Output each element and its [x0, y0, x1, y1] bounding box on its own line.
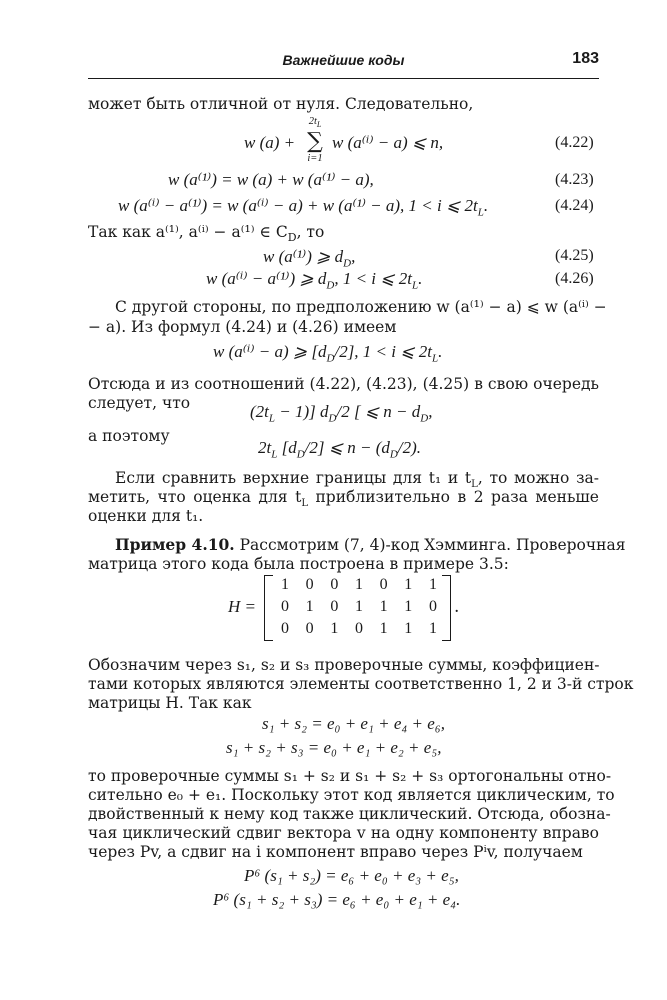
- text-line: метить, что оценка для $t_L$ приблизительно в 2 раза меньше: [88, 488, 599, 510]
- summation-symbol: [302, 116, 328, 165]
- sigma-icon: ∑: [307, 129, 323, 155]
- matrix-row-1: 1 0 0 1 0 1 1: [281, 576, 437, 593]
- eq-4-23: w (a⁽¹⁾) = w (a) + w (a⁽¹⁾ − a),: [168, 170, 374, 189]
- eq-number: (4.25): [555, 247, 594, 264]
- header-rule: [88, 78, 599, 79]
- text-line: тами которых являются элементы соответственно 1, 2 и 3-й строк: [88, 675, 634, 693]
- eq-p2: P⁶ (s₁ + s₂ + s₃) = e₆ + e₀ + e₁ + e₄.: [213, 890, 461, 909]
- eq-4-24: w (a⁽ⁱ⁾ − a⁽¹⁾) = w (a⁽ⁱ⁾ − a) + w (a⁽¹⁾ − a), 1 < i ⩽ $2t_L$.: [118, 196, 489, 219]
- page-number: 183: [572, 50, 599, 67]
- running-title: Важнейшие коды: [282, 52, 405, 68]
- text-line: а поэтому: [88, 427, 170, 445]
- eq-4-22-right: w (a⁽ⁱ⁾ − a) ⩽ n,: [332, 133, 444, 152]
- eq-s2: s₁ + s₂ + s₃ = e₀ + e₁ + e₂ + e₅,: [226, 738, 442, 757]
- text-line: то проверочные суммы s₁ + s₂ и s₁ + s₂ + s₃ ортогональны отно-: [88, 767, 612, 785]
- text-line: двойственный к нему код также циклический. Отсюда, обозна-: [88, 805, 611, 823]
- text-line: матрица этого кода была построена в примере 3.5:: [88, 555, 509, 573]
- text-line: Если сравнить верхние границы для t₁ и $t_L$, то можно за-: [115, 469, 599, 491]
- left-bracket: [264, 575, 273, 641]
- eq-number: (4.26): [555, 270, 594, 287]
- text-line: сительно e₀ + e₁. Поскольку этот код является циклическим, то: [88, 786, 615, 804]
- matrix-h: [228, 575, 458, 641]
- eq-number: (4.24): [555, 197, 594, 214]
- eq-bound-1: $(2t_L - 1)$] $d_D/2$ [ ⩽ $n - d_D$,: [250, 402, 433, 425]
- text-line: Отсюда и из соотношений (4.22), (4.23), (4.25) в свою очередь: [88, 375, 599, 393]
- right-bracket: [442, 575, 451, 641]
- text-line: может быть отличной от нуля. Следовательно,: [88, 95, 474, 113]
- example-heading-line: Пример 4.10. Рассмотрим (7, 4)-код Хэмминга. Проверочная: [115, 535, 626, 554]
- text-line: С другой стороны, по предположению w (a⁽¹⁾ − a) ⩽ w (a⁽ⁱ⁾ −: [115, 298, 607, 316]
- text-line: через Pv, а сдвиг на i компонент вправо через Pⁱv, получаем: [88, 843, 583, 861]
- text-line: Так как a⁽¹⁾, a⁽ⁱ⁾ − a⁽¹⁾ ∈ $C_D$, то: [88, 223, 325, 245]
- eq-number: (4.22): [555, 134, 594, 151]
- matrix-period: .: [454, 597, 460, 617]
- text-line: следует, что: [88, 394, 191, 412]
- eq-number: (4.23): [555, 171, 594, 188]
- page-header: [88, 50, 599, 76]
- eq-4-22-left: w (a) +: [244, 133, 296, 152]
- matrix-label: H =: [228, 597, 256, 616]
- text-line: Обозначим через s₁, s₂ и s₃ проверочные суммы, коэффициен-: [88, 656, 600, 674]
- matrix-row-2: 0 1 0 1 1 1 0: [281, 598, 437, 615]
- matrix-row-3: 0 0 1 0 1 1 1: [281, 620, 437, 637]
- text-line: − a). Из формул (4.24) и (4.26) имеем: [88, 318, 397, 336]
- eq-bound-2: $2t_L$ $[d_D/2]$ ⩽ $n - (d_D/2)$.: [258, 438, 421, 461]
- example-label: Пример 4.10.: [115, 535, 235, 554]
- eq-4-26: w (a⁽ⁱ⁾ − a⁽¹⁾) ⩾ $d_D$, 1 < i ⩽ $2t_L$.: [206, 269, 423, 292]
- text-line: матрицы H. Так как: [88, 694, 252, 712]
- sum-upper-limit: $2t_L$: [308, 116, 322, 130]
- eq-s1: s₁ + s₂ = e₀ + e₁ + e₄ + e₆,: [262, 714, 445, 733]
- eq-p1: P⁶ (s₁ + s₂) = e₆ + e₀ + e₃ + e₅,: [244, 866, 459, 885]
- eq-inline: w (a⁽ⁱ⁾ − a) ⩾ $[d_D/2]$, 1 < i ⩽ $2t_L$.: [213, 342, 443, 365]
- text-line: чая циклический сдвиг вектора v на одну компоненту вправо: [88, 824, 599, 842]
- sum-lower-limit: i=1: [307, 153, 323, 165]
- eq-4-25: w (a⁽¹⁾) ⩾ $d_D$,: [263, 247, 356, 270]
- text-line: оценки для t₁.: [88, 507, 204, 525]
